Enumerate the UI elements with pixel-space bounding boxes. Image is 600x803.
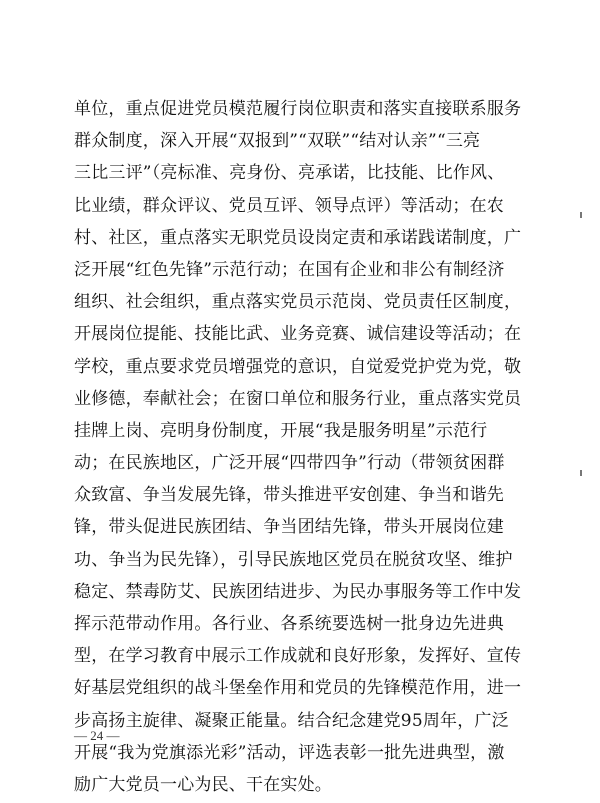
text-line: 功、争当为民先锋），引导民族地区党员在脱贫攻坚、维护	[74, 549, 513, 570]
text-line: 业修德，奉献社会；在窗口单位和服务行业，重点落实党员	[74, 388, 522, 409]
text-line: 单位，重点促进党员模范履行岗位职责和落实直接联系服务	[74, 99, 522, 119]
text-line: 开展“我为党旗添光彩”活动，评选表彰一批先进典型，激	[74, 742, 505, 763]
text-line: 群众制度，深入开展“双报到”“双联”“结对认亲”“三亮	[74, 131, 481, 152]
text-line: 动；在民族地区，广泛开展“四带四争”行动（带领贫困群	[74, 453, 505, 474]
body-text	[74, 93, 564, 801]
text-line: 三比三评”（亮标准、亮身份、亮承诺，比技能、比作风、	[74, 163, 505, 184]
text-line: 挂牌上岗、亮明身份制度，开展“我是服务明星”示范行	[74, 420, 488, 441]
text-line: 开展岗位提能、技能比武、业务竞赛、诚信建设等活动；在	[74, 324, 522, 345]
text-line: 比业绩，群众评议、党员互评、领导点评）等活动；在农	[74, 195, 504, 216]
binding-mark	[580, 212, 582, 218]
text-line: 型，在学习教育中展示工作成就和良好形象，发挥好、宣传	[74, 646, 522, 667]
text-line: 锋，带头促进民族团结、争当团结先锋，带头开展岗位建	[74, 517, 504, 538]
page-number: — 24 —	[74, 728, 120, 743]
binding-mark	[580, 470, 582, 476]
text-line: 众致富、争当发展先锋，带头推进平安创建、争当和谐先	[74, 485, 504, 506]
text-line: 学校，重点要求党员增强党的意识，自觉爱党护党为党，敬	[74, 356, 522, 377]
text-line: 步高扬主旋律、凝聚正能量。结合纪念建党95周年，广泛	[74, 710, 509, 731]
text-line: 励广大党员一心为民、干在实处。	[74, 774, 332, 795]
text-line: 稳定、禁毒防艾、民族团结进步、为民办事服务等工作中发	[74, 581, 522, 602]
text-line: 挥示范带动作用。各行业、各系统要选树一批身边先进典	[74, 614, 504, 634]
text-line: 泛开展“红色先锋”示范行动；在国有企业和非公有制经济	[74, 259, 505, 280]
text-line: 好基层党组织的战斗堡垒作用和党员的先锋模范作用，进一	[74, 678, 522, 699]
text-line: 村、社区，重点落实无职党员设岗定责和承诺践诺制度，广	[74, 227, 522, 248]
text-line: 组织、社会组织，重点落实党员示范岗、党员责任区制度，	[74, 292, 522, 313]
